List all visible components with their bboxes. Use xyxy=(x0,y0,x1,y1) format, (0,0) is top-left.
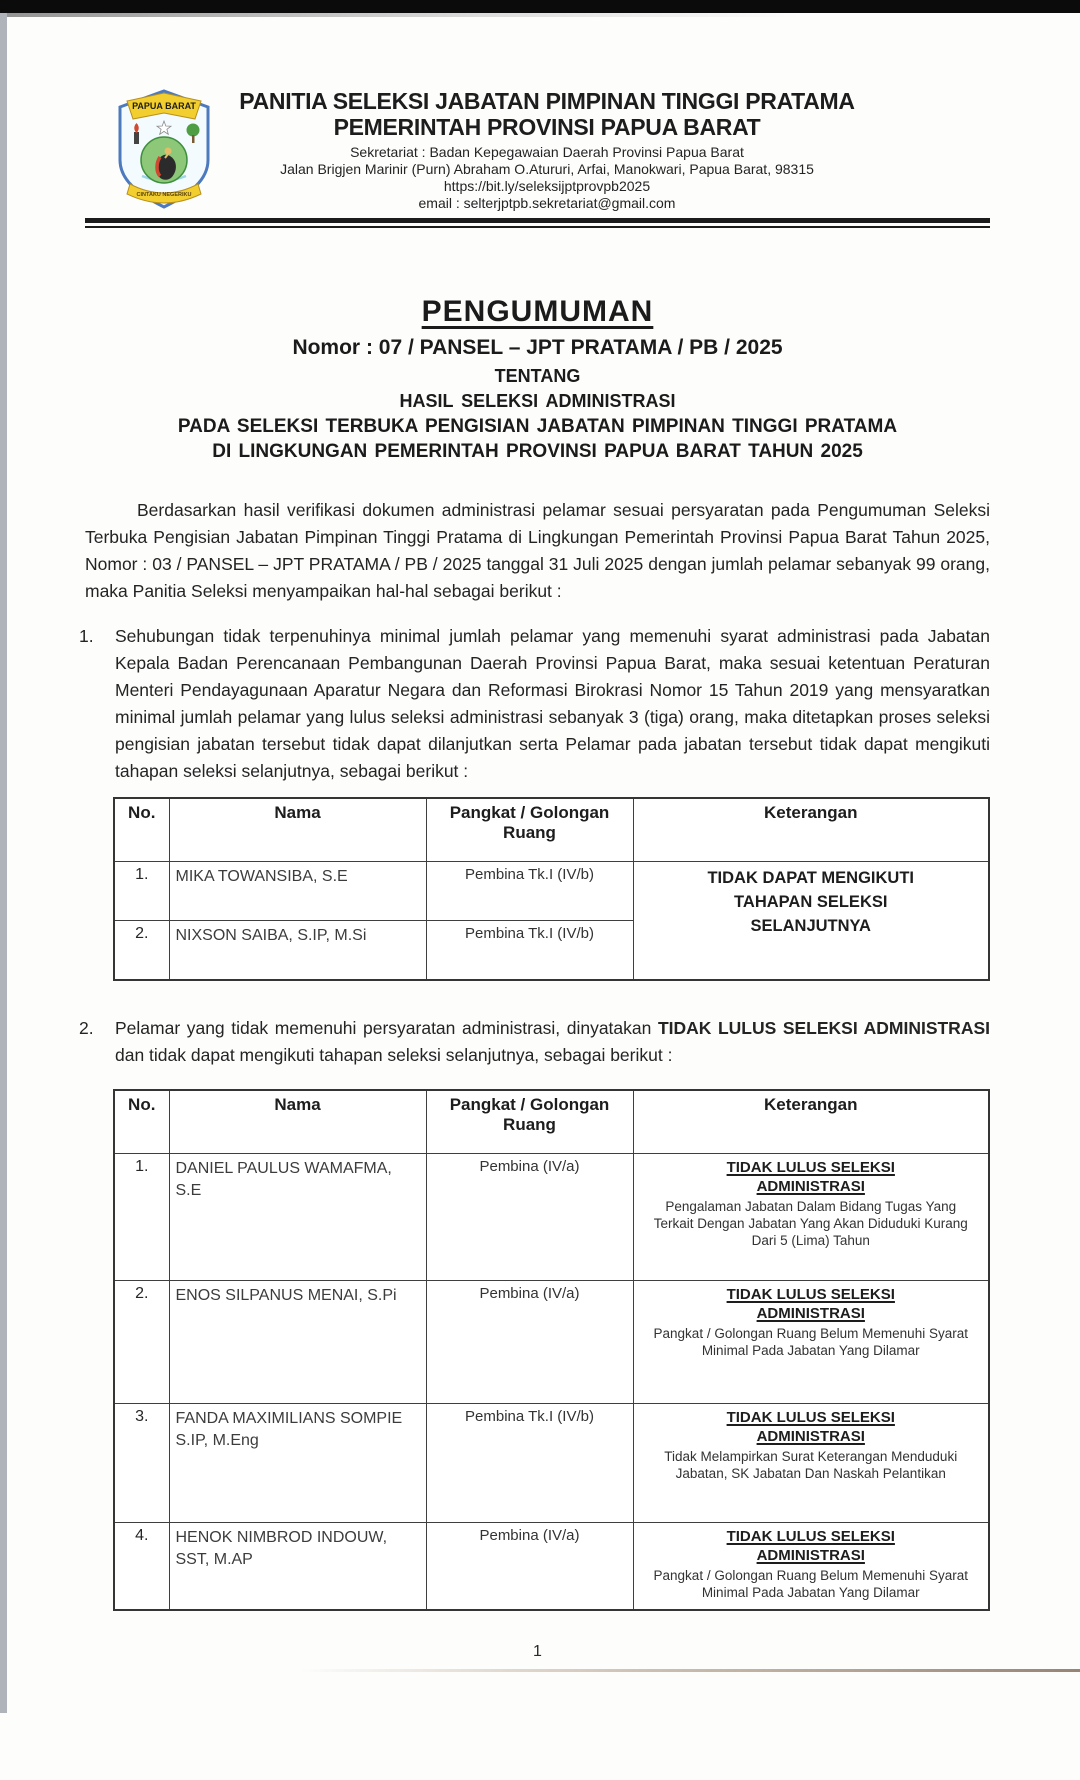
tree-trunk xyxy=(192,135,195,143)
table-row xyxy=(114,1403,989,1522)
reason-text: Pangkat / Golongan Ruang Belum Memenuhi Syarat Minimal Pada Jabatan Yang Dilamar xyxy=(653,1325,968,1358)
org-name-line1: PANITIA SELEKSI JABATAN PIMPINAN TINGGI PRATAMA xyxy=(239,88,855,114)
table-row xyxy=(114,1280,989,1403)
cell-no: 2. xyxy=(114,920,169,980)
list-item-2-text-post: dan tidak dapat mengikuti tahapan seleksi selanjutnya, sebagai berikut : xyxy=(115,1044,673,1065)
list-item-1 xyxy=(79,623,990,785)
announcement-heading: PENGUMUMAN xyxy=(421,295,654,328)
col-header-pangkat: Pangkat / Golongan Ruang xyxy=(426,1090,633,1154)
status-text: TIDAK LULUS SELEKSI ADMINISTRASI xyxy=(726,1285,895,1322)
col-header-pangkat: Pangkat / Golongan Ruang xyxy=(426,798,633,862)
subject-line2: PADA SELEKSI TERBUKA PENGISIAN JABATAN PIMPINAN TINGGI PRATAMA xyxy=(177,416,898,437)
cell-name: HENOK NIMBROD INDOUW, SST, M.AP xyxy=(169,1522,426,1610)
table-row xyxy=(114,861,989,920)
list-item-2-text-bold: TIDAK LULUS SELEKSI ADMINISTRASI xyxy=(657,1017,990,1038)
cell-no: 1. xyxy=(114,861,169,920)
scan-left-edge xyxy=(0,13,7,1713)
list-item-2-text-pre: Pelamar yang tidak memenuhi persyaratan administrasi, dinyatakan xyxy=(115,1017,652,1038)
cell-rank: Pembina Tk.I (IV/b) xyxy=(426,920,633,980)
col-header-no: No. xyxy=(114,1090,169,1154)
document-page xyxy=(79,0,990,1661)
col-header-nama: Nama xyxy=(169,1090,426,1154)
col-header-nama: Nama xyxy=(169,798,426,862)
address-line: Jalan Brigjen Marinir (Purn) Abraham O.Atururi, Arfai, Manokwari, Papua Barat, 98315 xyxy=(280,161,814,177)
cell-rank: Pembina (IV/a) xyxy=(426,1153,633,1280)
cell-name: MIKA TOWANSIBA, S.E xyxy=(169,861,426,920)
papua-barat-seal-logo xyxy=(112,88,216,210)
cell-no: 3. xyxy=(114,1403,169,1522)
cell-keterangan xyxy=(633,1153,989,1280)
cell-keterangan xyxy=(633,1522,989,1610)
announcement-number: Nomor : 07 / PANSEL – JPT PRATAMA / PB / 2025 xyxy=(292,336,783,359)
reason-text: Pangkat / Golongan Ruang Belum Memenuhi Syarat Minimal Pada Jabatan Yang Dilamar xyxy=(653,1567,968,1600)
tower-icon xyxy=(134,132,139,144)
cell-keterangan-merged xyxy=(633,861,989,980)
scan-bottom-artifact-line xyxy=(300,1669,1080,1672)
announcement-title-block xyxy=(85,294,990,464)
table-tidak-lulus-seleksi xyxy=(113,1089,990,1611)
table-header-row xyxy=(114,798,989,862)
secretariat-line: Sekretariat : Badan Kepegawaian Daerah Provinsi Papua Barat xyxy=(350,144,744,160)
table-tidak-dapat-mengikuti xyxy=(113,797,990,981)
list-item-1-number: 1. xyxy=(79,625,94,646)
cell-rank: Pembina Tk.I (IV/b) xyxy=(426,1403,633,1522)
subject-line3: DI LINGKUNGAN PEMERINTAH PROVINSI PAPUA BARAT TAHUN 2025 xyxy=(212,441,863,462)
cell-no: 2. xyxy=(114,1280,169,1403)
letterhead xyxy=(85,88,990,212)
bird-head xyxy=(165,148,172,155)
cell-name: ENOS SILPANUS MENAI, S.Pi xyxy=(169,1280,426,1403)
email-line: email : selterjptpb.sekretariat@gmail.com xyxy=(418,195,676,211)
col-header-keterangan: Keterangan xyxy=(633,798,989,862)
table-row xyxy=(114,1522,989,1610)
status-text: TIDAK LULUS SELEKSI ADMINISTRASI xyxy=(726,1408,895,1445)
tentang-label: TENTANG xyxy=(494,366,581,386)
cell-rank: Pembina (IV/a) xyxy=(426,1522,633,1610)
col-header-no: No. xyxy=(114,798,169,862)
letterhead-text xyxy=(195,88,899,212)
logo-motto-text: CINTAKU NEGERIKU xyxy=(136,192,192,198)
logo-region-text: PAPUA BARAT xyxy=(132,101,196,111)
cell-keterangan xyxy=(633,1403,989,1522)
cell-keterangan xyxy=(633,1280,989,1403)
org-name-line2: PEMERINTAH PROVINSI PAPUA BARAT xyxy=(333,114,761,140)
list-item-1-text: Sehubungan tidak terpenuhinya minimal jumlah pelamar yang memenuhi syarat administrasi pada Jabatan Kepala Badan Perencanaan Pembangunan Daerah Provinsi Papua Barat, maka sesuai ketentuan Peraturan Menteri Pendayagunaan Aparatur Negara dan Reformasi Birokrasi Nomor 15 Tahun 2019 yang mensyaratkan minimal jumlah pelamar yang lulus seleksi administrasi sebanyak 3 (tiga) orang, maka ditetapkan proses seleksi pengisian jabatan tersebut tidak dapat dilanjutkan serta Pelamar pada jabatan tersebut tidak dapat mengikuti tahapan seleksi selanjutnya, sebagai berikut : xyxy=(115,625,990,781)
cell-rank: Pembina Tk.I (IV/b) xyxy=(426,861,633,920)
intro-paragraph: Berdasarkan hasil verifikasi dokumen administrasi pelamar sesuai persyaratan pada Pengumuman Seleksi Terbuka Pengisian Jabatan Pimpinan Tinggi Pratama di Lingkungan Pemerintah Provinsi Papua Barat Tahun 2025, Nomor : 03 / PANSEL – JPT PRATAMA / PB / 2025 tanggal 31 Juli 2025 dengan jumlah pelamar sebanyak 99 orang, maka Panitia Seleksi menyampaikan hal-hal sebagai berikut : xyxy=(85,500,990,601)
status-text: TIDAK LULUS SELEKSI ADMINISTRASI xyxy=(726,1158,895,1195)
page-number: 1 xyxy=(533,1642,542,1660)
letterhead-double-rule xyxy=(85,218,990,228)
reason-text: Pengalaman Jabatan Dalam Bidang Tugas Yang Terkait Dengan Jabatan Yang Akan Diduduki Kurang Dari 5 (Lima) Tahun xyxy=(653,1198,968,1248)
list-item-2 xyxy=(79,1015,990,1069)
table-header-row xyxy=(114,1090,989,1154)
cell-rank: Pembina (IV/a) xyxy=(426,1280,633,1403)
reason-text: Tidak Melampirkan Surat Keterangan Menduduki Jabatan, SK Jabatan Dan Naskah Pelantikan xyxy=(664,1448,958,1481)
status-text: TIDAK LULUS SELEKSI ADMINISTRASI xyxy=(726,1527,895,1564)
col-header-keterangan: Keterangan xyxy=(633,1090,989,1154)
list-item-2-number: 2. xyxy=(79,1017,94,1038)
subject-line1: HASIL SELEKSI ADMINISTRASI xyxy=(399,391,676,411)
cell-no: 1. xyxy=(114,1153,169,1280)
cell-name: DANIEL PAULUS WAMAFMA, S.E xyxy=(169,1153,426,1280)
cell-name: NIXSON SAIBA, S.IP, M.Si xyxy=(169,920,426,980)
table-row xyxy=(114,1153,989,1280)
registration-url: https://bit.ly/seleksijptprovpb2025 xyxy=(443,178,651,194)
tree-icon xyxy=(187,124,200,137)
cell-name: FANDA MAXIMILIANS SOMPIE S.IP, M.Eng xyxy=(169,1403,426,1522)
cell-no: 4. xyxy=(114,1522,169,1610)
keterangan-merged-text: TIDAK DAPAT MENGIKUTI TAHAPAN SELEKSI SELANJUTNYA xyxy=(707,868,915,935)
